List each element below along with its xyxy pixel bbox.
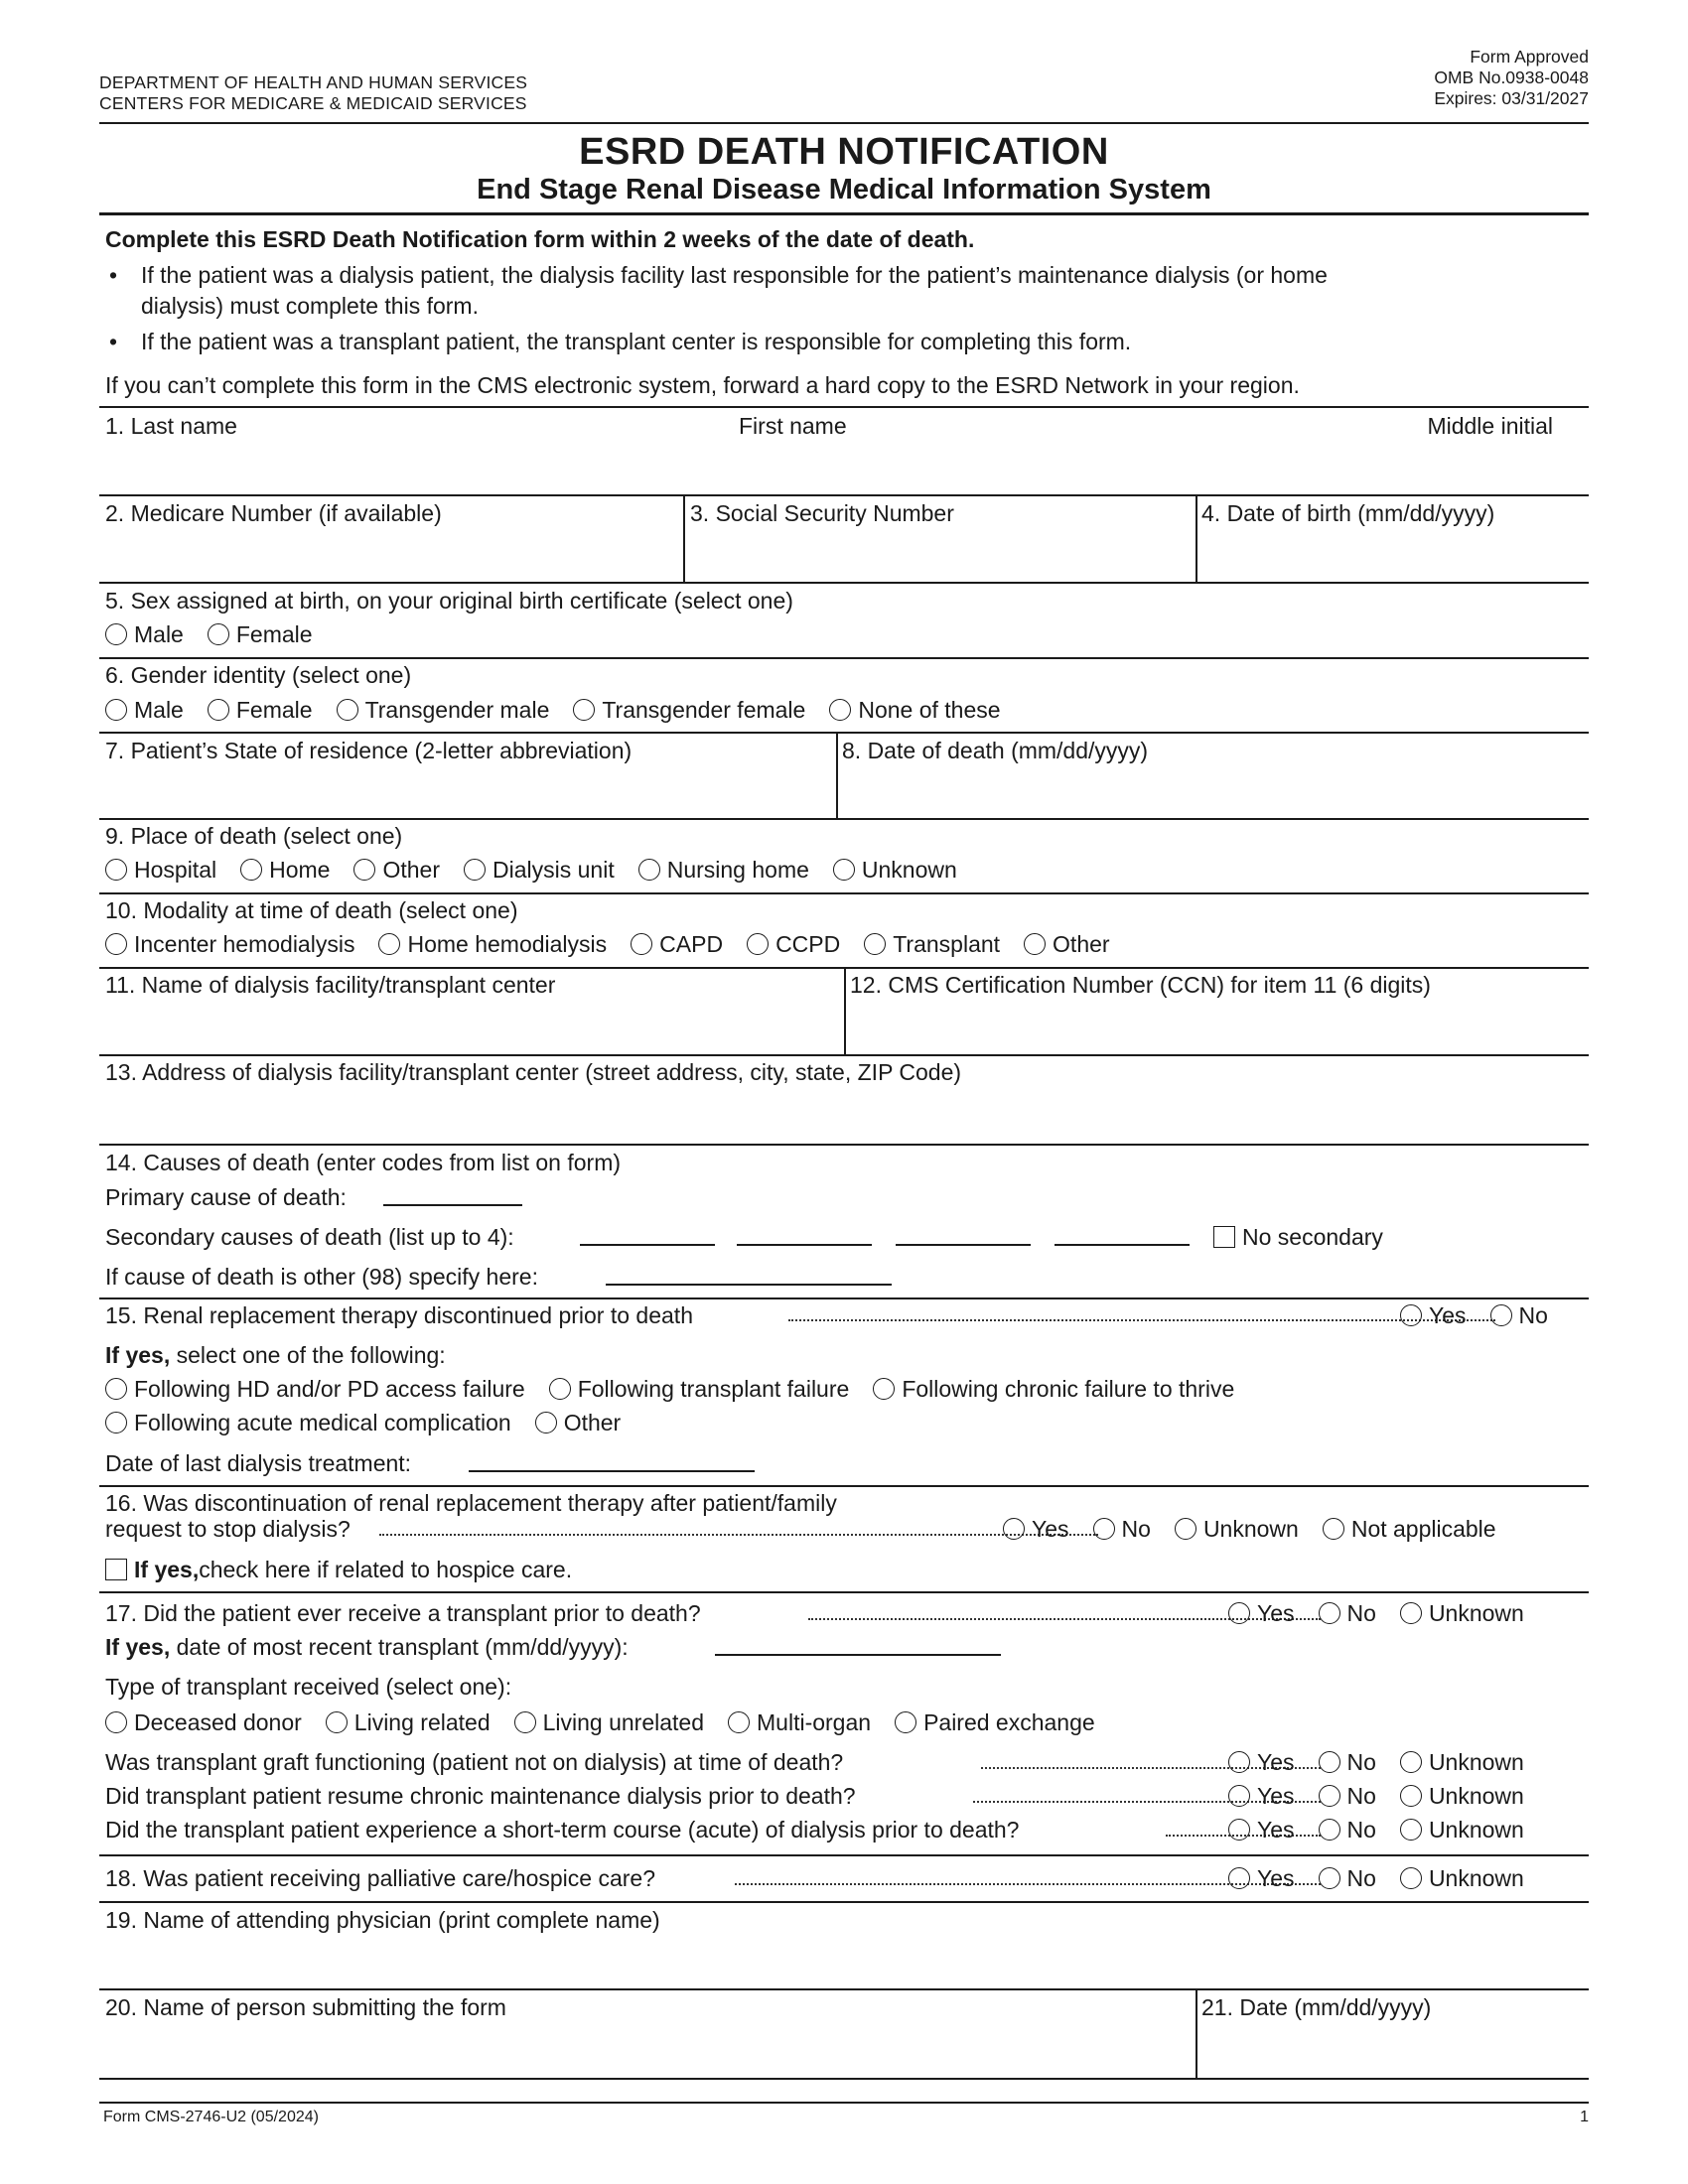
divider — [99, 406, 1589, 408]
if-yes-rest: select one of the following: — [170, 1342, 446, 1368]
divider — [99, 1591, 1589, 1593]
modality-transplant-option[interactable] — [864, 930, 1000, 958]
option-label: Dialysis unit — [492, 857, 615, 883]
radio-icon[interactable] — [1228, 1602, 1250, 1624]
radio-icon[interactable] — [1400, 1751, 1422, 1773]
submission-date-label: 21. Date (mm/dd/yyyy) — [1201, 1994, 1432, 2020]
approval-line-3: Expires: 03/31/2027 — [1434, 88, 1589, 108]
other-cause-label: If cause of death is other (98) specify here: — [105, 1264, 538, 1290]
cell-divider — [836, 733, 838, 819]
radio-icon[interactable] — [1490, 1304, 1512, 1326]
radio-icon[interactable] — [1003, 1518, 1025, 1540]
ccn-label: 12. CMS Certification Number (CCN) for item 11 (6 digits) — [850, 972, 1431, 998]
radio-icon[interactable] — [1228, 1751, 1250, 1773]
type-living-related-option[interactable] — [326, 1708, 491, 1736]
palliative-care-options — [1228, 1864, 1524, 1892]
instructions-lead: Complete this ESRD Death Notification form within 2 weeks of the date of death. — [105, 226, 975, 252]
option-label: Other — [563, 1410, 622, 1435]
discontinuation-label-2: request to stop dialysis? — [105, 1516, 351, 1542]
cell-divider — [1196, 495, 1197, 583]
option-label: No — [1518, 1302, 1548, 1328]
option-label: CCPD — [775, 931, 841, 957]
radio-icon[interactable] — [337, 699, 358, 721]
option-label: No — [1346, 1749, 1376, 1775]
first-name-label: First name — [739, 413, 847, 439]
reason-other-option[interactable] — [535, 1409, 622, 1436]
last-name-label: 1. Last name — [105, 413, 237, 439]
option-label: Following acute medical complication — [134, 1410, 511, 1435]
divider — [99, 732, 1589, 734]
gender-female-option[interactable] — [208, 696, 313, 724]
option-label: Deceased donor — [134, 1709, 302, 1735]
radio-icon[interactable] — [1400, 1867, 1422, 1889]
graft-functioning-label: Was transplant graft functioning (patient not on dialysis) at time of death? — [105, 1749, 844, 1775]
radio-icon[interactable] — [105, 933, 127, 955]
option-label: Multi-organ — [757, 1709, 872, 1735]
dob-label: 4. Date of birth (mm/dd/yyyy) — [1201, 500, 1495, 526]
place-unknown-option[interactable] — [833, 856, 957, 884]
disc-na-option[interactable] — [1323, 1515, 1496, 1543]
primary-cause-input[interactable] — [383, 1204, 522, 1206]
secondary-cause-input-2[interactable] — [737, 1244, 872, 1246]
approval-line-2: OMB No.0938-0048 — [1434, 68, 1589, 87]
radio-icon[interactable] — [105, 623, 127, 645]
discontinuation-options — [1003, 1515, 1496, 1543]
type-multi-organ-option[interactable] — [728, 1708, 871, 1736]
divider — [99, 1297, 1589, 1299]
radio-icon[interactable] — [833, 859, 855, 881]
radio-icon[interactable] — [105, 1378, 127, 1400]
last-dialysis-label: Date of last dialysis treatment: — [105, 1450, 412, 1476]
resume-unknown-option[interactable] — [1400, 1782, 1524, 1810]
option-label: CAPD — [659, 931, 724, 957]
divider — [99, 1901, 1589, 1903]
radio-icon[interactable] — [829, 699, 851, 721]
disc-yes-option[interactable] — [1003, 1515, 1069, 1543]
modality-incenter-option[interactable] — [105, 930, 354, 958]
gender-trans-female-option[interactable] — [573, 696, 805, 724]
form-subtitle: End Stage Renal Disease Medical Information System — [477, 174, 1211, 205]
sex-male-option[interactable] — [105, 620, 184, 648]
option-label: Yes — [1257, 1865, 1295, 1891]
radio-icon[interactable] — [105, 699, 127, 721]
transplant-unknown-option[interactable] — [1400, 1599, 1524, 1627]
place-other-option[interactable] — [353, 856, 440, 884]
disc-no-option[interactable] — [1093, 1515, 1151, 1543]
radio-icon[interactable] — [1024, 933, 1046, 955]
resume-yes-option[interactable] — [1228, 1782, 1295, 1810]
divider — [99, 1144, 1589, 1146]
radio-icon[interactable] — [353, 859, 375, 881]
ssn-label: 3. Social Security Number — [690, 500, 954, 526]
transplant-yes-option[interactable] — [1228, 1599, 1295, 1627]
form-title: ESRD DEATH NOTIFICATION — [579, 131, 1109, 173]
divider — [99, 494, 1589, 496]
radio-icon[interactable] — [514, 1711, 536, 1733]
acute-no-option[interactable] — [1319, 1816, 1376, 1843]
last-dialysis-input[interactable] — [469, 1470, 755, 1472]
radio-icon[interactable] — [1228, 1819, 1250, 1841]
radio-icon[interactable] — [549, 1378, 571, 1400]
gender-identity-options — [105, 696, 1001, 724]
radio-icon[interactable] — [1400, 1785, 1422, 1807]
option-label: Home hemodialysis — [407, 931, 608, 957]
radio-icon[interactable] — [638, 859, 660, 881]
option-label: No — [1346, 1865, 1376, 1891]
option-label: Other — [382, 857, 440, 883]
divider — [99, 2078, 1589, 2080]
option-label: Incenter hemodialysis — [134, 931, 355, 957]
divider — [99, 892, 1589, 894]
rrt-reason-options-row-1 — [105, 1375, 1234, 1403]
facility-name-label: 11. Name of dialysis facility/transplant center — [105, 972, 556, 998]
type-living-unrelated-option[interactable] — [514, 1708, 704, 1736]
acute-yes-option[interactable] — [1228, 1816, 1295, 1843]
option-label: Following chronic failure to thrive — [902, 1376, 1235, 1402]
transplant-type-label: Type of transplant received (select one): — [105, 1674, 512, 1700]
divider — [99, 122, 1589, 124]
radio-icon[interactable] — [747, 933, 769, 955]
place-of-death-label: 9. Place of death (select one) — [105, 823, 403, 849]
option-label: Unknown — [861, 857, 957, 883]
option-label: Not applicable — [1350, 1516, 1496, 1542]
secondary-cause-input-3[interactable] — [896, 1244, 1031, 1246]
option-label: Hospital — [134, 857, 217, 883]
acute-dialysis-options — [1228, 1816, 1524, 1843]
transplant-received-label: 17. Did the patient ever receive a transplant prior to death? — [105, 1600, 701, 1626]
option-label: Unknown — [1428, 1749, 1524, 1775]
option-label: Yes — [1032, 1516, 1069, 1542]
divider — [99, 212, 1589, 215]
acute-unknown-option[interactable] — [1400, 1816, 1524, 1843]
form-page — [99, 0, 1589, 2184]
date-of-death-label: 8. Date of death (mm/dd/yyyy) — [842, 738, 1149, 763]
radio-icon[interactable] — [1228, 1867, 1250, 1889]
if-yes-bold: If yes, — [105, 1634, 171, 1660]
gender-identity-label: 6. Gender identity (select one) — [105, 662, 412, 688]
rrt-no-option[interactable] — [1490, 1301, 1548, 1329]
type-deceased-option[interactable] — [105, 1708, 302, 1736]
reason-acute-complication-option[interactable] — [105, 1409, 511, 1436]
state-residence-label: 7. Patient’s State of residence (2-letter abbreviation) — [105, 738, 633, 763]
radio-icon[interactable] — [1319, 1867, 1340, 1889]
instructions-fallback: If you can’t complete this form in the CMS electronic system, forward a hard copy to the ESRD Network in your region. — [105, 372, 1300, 398]
bullet-glyph: • — [109, 329, 118, 354]
option-label: Nursing home — [666, 857, 809, 883]
option-label: Yes — [1257, 1749, 1295, 1775]
hospice-related-option[interactable] — [105, 1556, 572, 1583]
divider — [99, 1854, 1589, 1856]
hospice-related-label: check here if related to hospice care. — [199, 1557, 573, 1582]
option-label: Yes — [1257, 1600, 1295, 1626]
option-label: Unknown — [1202, 1516, 1299, 1542]
option-label: Transgender male — [364, 697, 550, 723]
radio-icon[interactable] — [1319, 1785, 1340, 1807]
resume-no-option[interactable] — [1319, 1782, 1376, 1810]
secondary-causes-label: Secondary causes of death (list up to 4): — [105, 1224, 514, 1250]
option-label: Male — [134, 621, 184, 647]
dot-leader — [788, 1319, 1495, 1321]
radio-icon[interactable] — [464, 859, 486, 881]
radio-icon[interactable] — [573, 699, 595, 721]
option-label: Yes — [1429, 1302, 1467, 1328]
radio-icon[interactable] — [1400, 1819, 1422, 1841]
radio-icon[interactable] — [728, 1711, 750, 1733]
option-label: Paired exchange — [923, 1709, 1095, 1735]
discontinuation-label-1: 16. Was discontinuation of renal replacement therapy after patient/family — [105, 1490, 837, 1516]
option-label: Unknown — [1428, 1865, 1524, 1891]
option-label: No — [1346, 1817, 1376, 1843]
causes-of-death-label: 14. Causes of death (enter codes from list on form) — [105, 1150, 622, 1175]
gender-male-option[interactable] — [105, 696, 184, 724]
sex-female-option[interactable] — [208, 620, 313, 648]
divider — [99, 1054, 1589, 1056]
instructions-bullet-1: If the patient was a dialysis patient, the dialysis facility last responsible for the patient’s maintenance dialysis (or home — [141, 262, 1328, 288]
facility-address-label: 13. Address of dialysis facility/transplant center (street address, city, state, ZIP Code) — [105, 1059, 962, 1085]
transplant-no-option[interactable] — [1319, 1599, 1376, 1627]
option-label: Living related — [353, 1709, 491, 1735]
secondary-cause-input-1[interactable] — [580, 1244, 715, 1246]
instructions-bullet-1-cont: dialysis) must complete this form. — [141, 293, 479, 319]
graft-functioning-options — [1228, 1748, 1524, 1776]
radio-icon[interactable] — [631, 933, 652, 955]
modality-label: 10. Modality at time of death (select one) — [105, 897, 518, 923]
radio-icon[interactable] — [378, 933, 400, 955]
approval-block — [1434, 47, 1589, 109]
type-paired-exchange-option[interactable] — [895, 1708, 1095, 1736]
cell-divider — [1196, 1989, 1197, 2079]
option-label: None of these — [858, 697, 1001, 723]
option-label: Female — [235, 697, 313, 723]
resume-dialysis-label: Did transplant patient resume chronic maintenance dialysis prior to death? — [105, 1783, 856, 1809]
modality-options — [105, 930, 1110, 958]
palliative-care-label: 18. Was patient receiving palliative care/hospice care? — [105, 1865, 655, 1891]
agency-line-1: DEPARTMENT OF HEALTH AND HUMAN SERVICES — [99, 72, 528, 92]
checkbox-icon[interactable] — [1213, 1226, 1235, 1248]
divider — [99, 1485, 1589, 1487]
dot-leader — [379, 1534, 1098, 1536]
agency-header — [99, 72, 527, 114]
option-label: Yes — [1257, 1817, 1295, 1843]
submitter-name-label: 20. Name of person submitting the form — [105, 1994, 506, 2020]
bullet-glyph: • — [109, 262, 118, 288]
reason-failure-to-thrive-option[interactable] — [873, 1375, 1234, 1403]
radio-icon[interactable] — [105, 1711, 127, 1733]
option-label: Unknown — [1428, 1600, 1524, 1626]
rrt-ifyes-label — [105, 1341, 446, 1369]
radio-icon[interactable] — [105, 1412, 127, 1433]
place-of-death-options — [105, 856, 957, 884]
reason-transplant-failure-option[interactable] — [549, 1375, 850, 1403]
sex-at-birth-options — [105, 620, 313, 648]
instructions-bullet-2: If the patient was a transplant patient, the transplant center is responsible for completing this form. — [141, 329, 1132, 354]
option-label: Male — [134, 697, 184, 723]
place-hospital-option[interactable] — [105, 856, 216, 884]
sex-at-birth-label: 5. Sex assigned at birth, on your original birth certificate (select one) — [105, 588, 793, 614]
radio-icon[interactable] — [208, 699, 229, 721]
option-label: Other — [1053, 931, 1110, 957]
radio-icon[interactable] — [895, 1711, 916, 1733]
radio-icon[interactable] — [1228, 1785, 1250, 1807]
radio-icon[interactable] — [208, 623, 229, 645]
graft-unknown-option[interactable] — [1400, 1748, 1524, 1776]
transplant-date-input[interactable] — [715, 1654, 1001, 1656]
transplant-date-label — [105, 1633, 629, 1661]
rrt-discontinued-options — [1400, 1301, 1548, 1329]
if-yes-bold: If yes, — [134, 1557, 200, 1582]
resume-dialysis-options — [1228, 1782, 1524, 1810]
option-label: No — [1346, 1600, 1376, 1626]
disc-unknown-option[interactable] — [1175, 1515, 1299, 1543]
option-label: Female — [235, 621, 313, 647]
medicare-number-label: 2. Medicare Number (if available) — [105, 500, 442, 526]
radio-icon[interactable] — [1319, 1819, 1340, 1841]
option-label: Transplant — [893, 931, 1001, 957]
radio-icon[interactable] — [1323, 1518, 1344, 1540]
radio-icon[interactable] — [864, 933, 886, 955]
reason-access-failure-option[interactable] — [105, 1375, 525, 1403]
if-yes-rest: date of most recent transplant (mm/dd/yyyy): — [170, 1634, 629, 1660]
palliative-no-option[interactable] — [1319, 1864, 1376, 1892]
radio-icon[interactable] — [873, 1378, 895, 1400]
option-label: Unknown — [1428, 1783, 1524, 1809]
place-nursing-home-option[interactable] — [638, 856, 809, 884]
radio-icon[interactable] — [1400, 1304, 1422, 1326]
cell-divider — [683, 495, 685, 583]
transplant-received-options — [1228, 1599, 1524, 1627]
option-label: Unknown — [1428, 1817, 1524, 1843]
divider — [99, 582, 1589, 584]
primary-cause-label: Primary cause of death: — [105, 1184, 347, 1210]
radio-icon[interactable] — [1400, 1602, 1422, 1624]
radio-icon[interactable] — [1319, 1602, 1340, 1624]
rrt-reason-options-row-2 — [105, 1409, 621, 1436]
radio-icon[interactable] — [240, 859, 262, 881]
no-secondary-option[interactable] — [1213, 1223, 1383, 1251]
graft-yes-option[interactable] — [1228, 1748, 1295, 1776]
acute-dialysis-label: Did the transplant patient experience a short-term course (acute) of dialysis prior to death? — [105, 1817, 1020, 1843]
place-home-option[interactable] — [240, 856, 330, 884]
if-yes-bold: If yes, — [105, 1342, 171, 1368]
option-label: Following transplant failure — [577, 1376, 850, 1402]
transplant-type-options — [105, 1708, 1095, 1736]
modality-capd-option[interactable] — [631, 930, 723, 958]
radio-icon[interactable] — [1319, 1751, 1340, 1773]
attending-physician-label: 19. Name of attending physician (print complete name) — [105, 1907, 660, 1933]
option-label: Home — [269, 857, 331, 883]
secondary-cause-input-4[interactable] — [1055, 1244, 1190, 1246]
palliative-unknown-option[interactable] — [1400, 1864, 1524, 1892]
page-number: 1 — [1580, 2109, 1589, 2125]
palliative-yes-option[interactable] — [1228, 1864, 1295, 1892]
radio-icon[interactable] — [1175, 1518, 1196, 1540]
divider — [99, 1988, 1589, 1990]
form-id: Form CMS-2746-U2 (05/2024) — [103, 2109, 319, 2125]
agency-line-2: CENTERS FOR MEDICARE & MEDICAID SERVICES — [99, 93, 527, 113]
option-label: No — [1121, 1516, 1151, 1542]
place-dialysis-unit-option[interactable] — [464, 856, 615, 884]
no-secondary-label: No secondary — [1242, 1224, 1383, 1250]
gender-none-option[interactable] — [829, 696, 1000, 724]
graft-no-option[interactable] — [1319, 1748, 1376, 1776]
option-label: Transgender female — [602, 697, 806, 723]
rrt-yes-option[interactable] — [1400, 1301, 1467, 1329]
approval-line-1: Form Approved — [1470, 47, 1589, 67]
gender-trans-male-option[interactable] — [337, 696, 550, 724]
modality-home-hd-option[interactable] — [378, 930, 607, 958]
divider — [99, 657, 1589, 659]
option-label: Yes — [1257, 1783, 1295, 1809]
other-cause-input[interactable] — [606, 1284, 892, 1286]
modality-other-option[interactable] — [1024, 930, 1110, 958]
option-label: Following HD and/or PD access failure — [134, 1376, 525, 1402]
modality-ccpd-option[interactable] — [747, 930, 840, 958]
cell-divider — [844, 968, 846, 1055]
middle-initial-label: Middle initial — [1427, 413, 1553, 439]
divider — [99, 2102, 1589, 2104]
option-label: Living unrelated — [542, 1709, 705, 1735]
divider — [99, 818, 1589, 820]
radio-icon[interactable] — [105, 859, 127, 881]
radio-icon[interactable] — [326, 1711, 348, 1733]
checkbox-icon[interactable] — [105, 1559, 127, 1580]
radio-icon[interactable] — [535, 1412, 557, 1433]
radio-icon[interactable] — [1093, 1518, 1115, 1540]
option-label: No — [1346, 1783, 1376, 1809]
rrt-discontinued-label: 15. Renal replacement therapy discontinued prior to death — [105, 1302, 693, 1328]
